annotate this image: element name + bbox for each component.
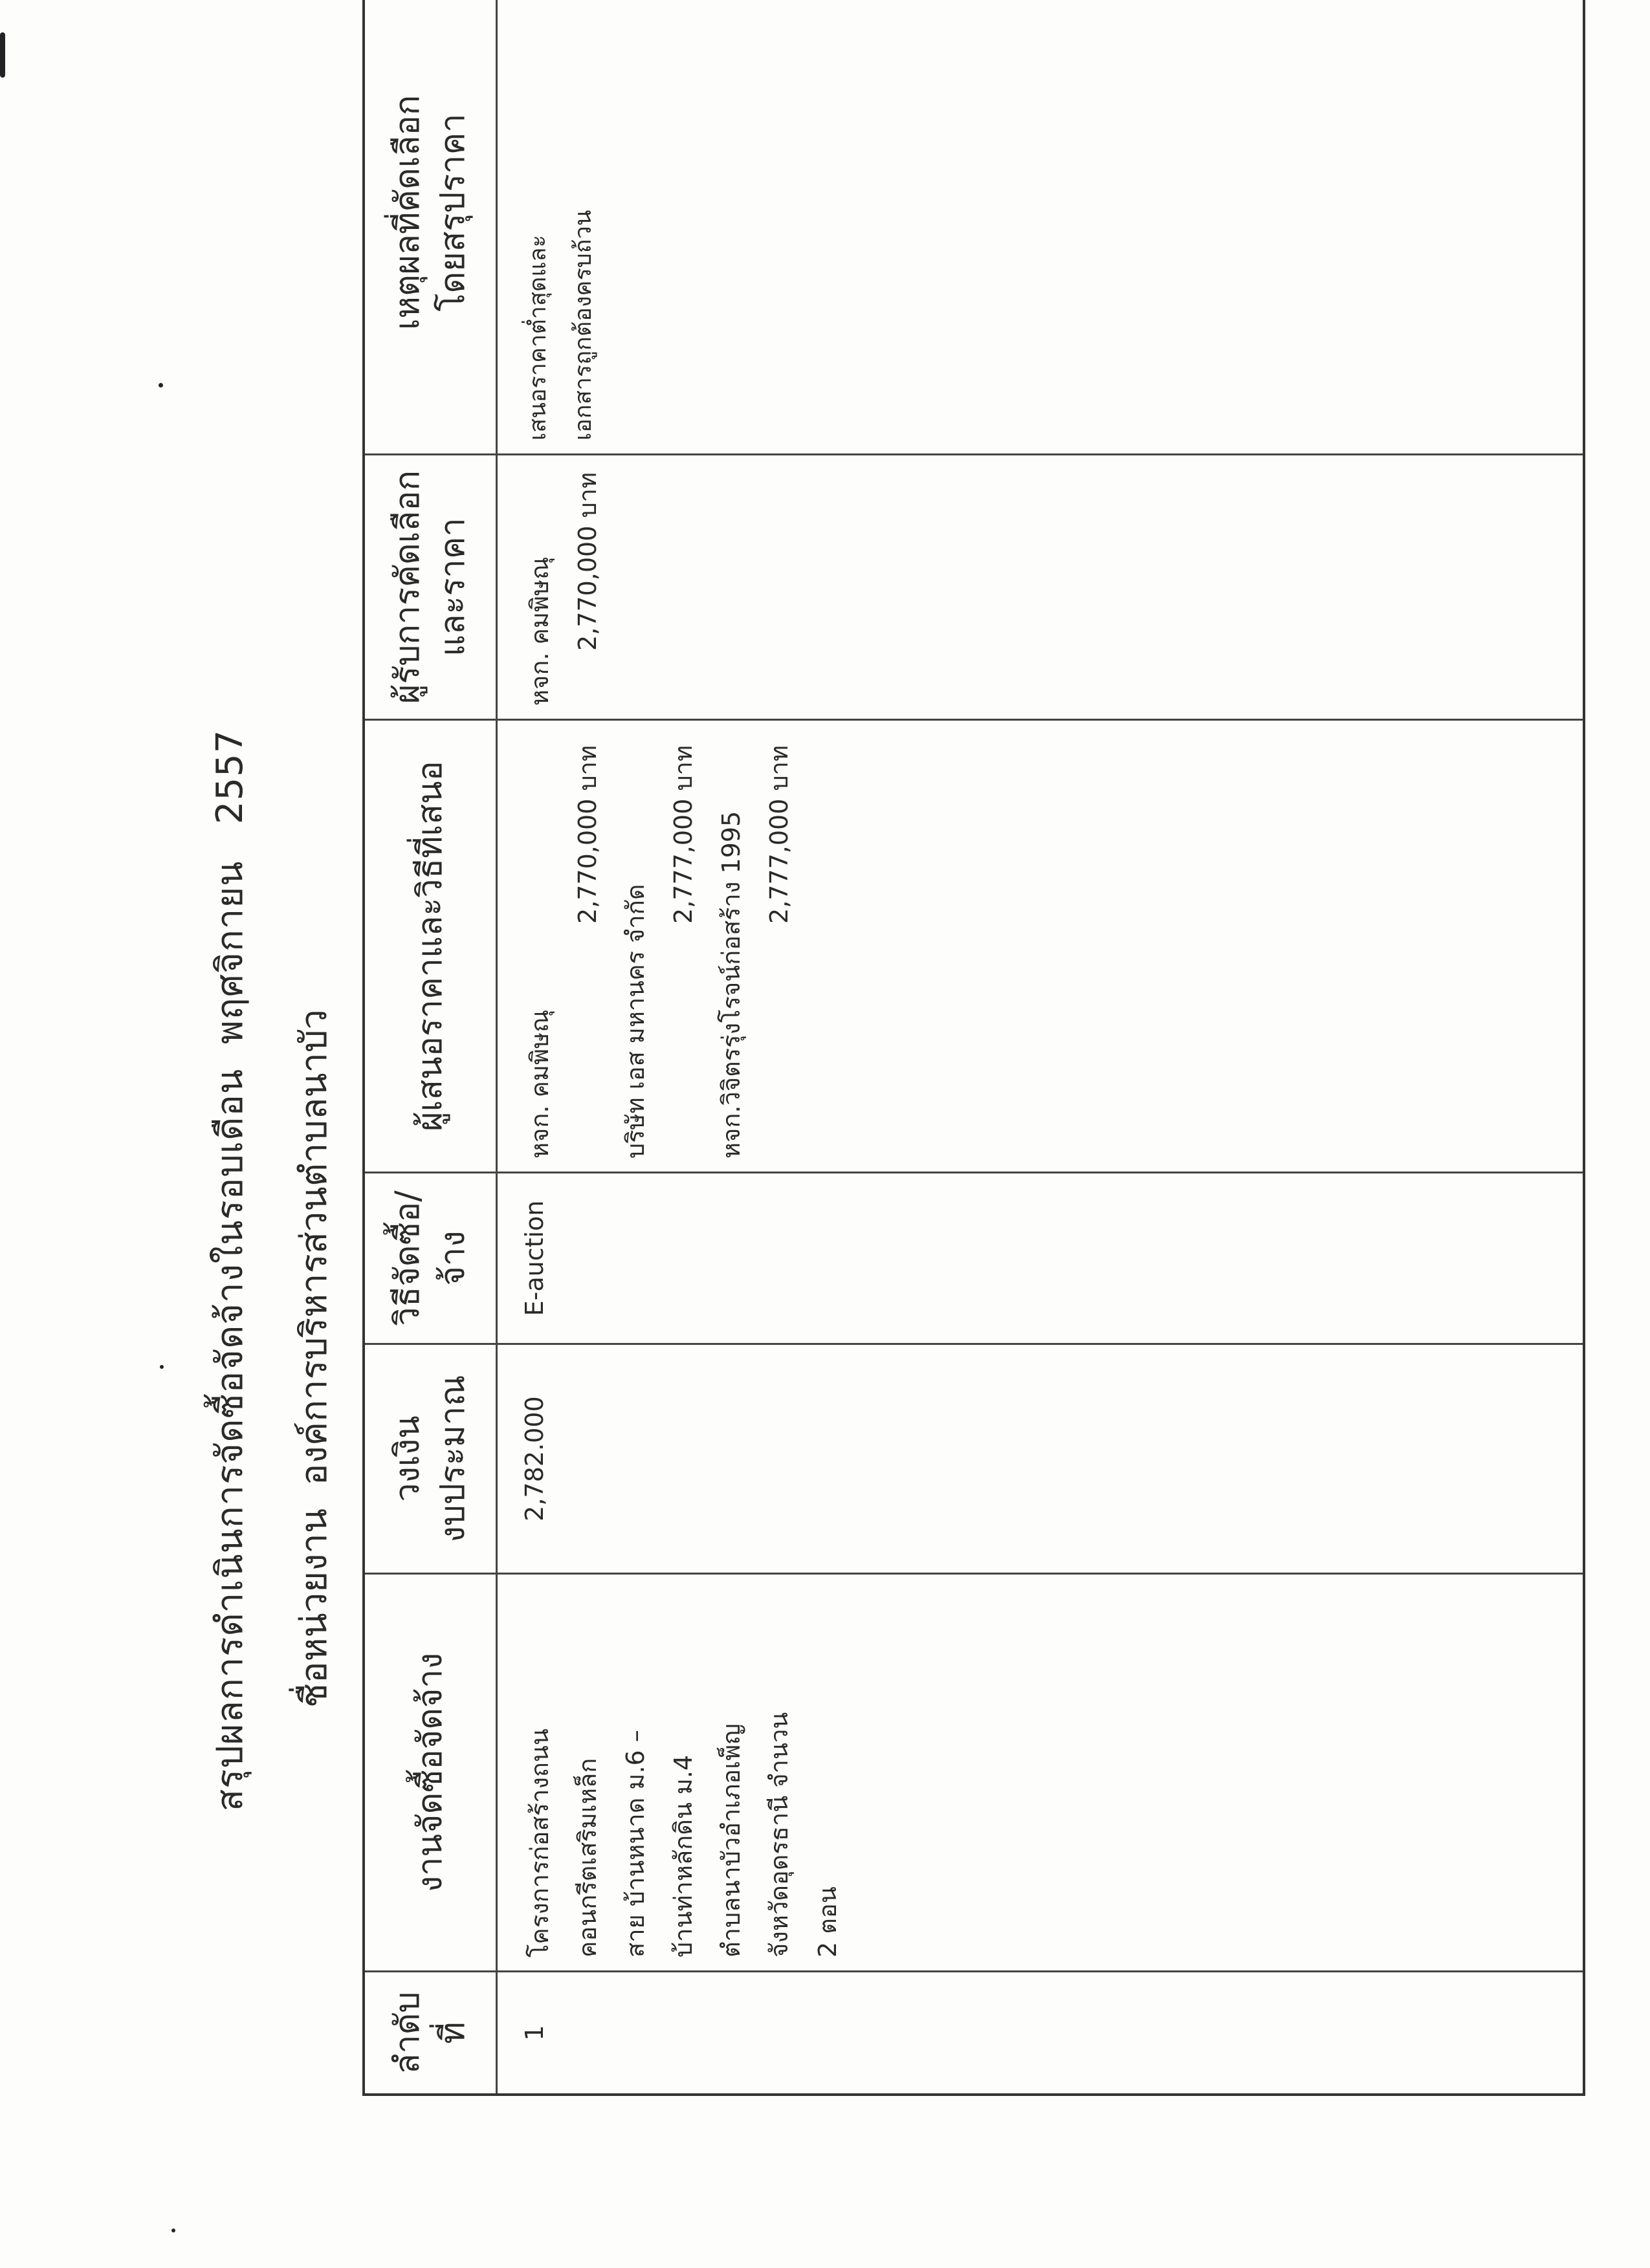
header-bidders — [365, 719, 498, 1172]
method-value: E-auction — [520, 1200, 549, 1316]
scan-speck — [0, 32, 5, 78]
procurement-table — [362, 0, 1585, 2096]
row-project — [498, 1573, 1583, 1970]
row-reason — [498, 0, 1583, 453]
header-budget-line2: งบประมาณ — [434, 1375, 472, 1543]
project-line: 2 ตอน — [813, 1886, 842, 1957]
agency-name: ชื่อหน่วยงาน องค์การบริหารส่วนตำบลนาบัว — [293, 1009, 335, 1708]
row-bidders — [498, 719, 1583, 1172]
header-method — [365, 1172, 498, 1343]
winner-price: 2,770,000 บาท — [573, 472, 602, 651]
reason-line: เสนอราคาต่ำสุดและ — [525, 235, 551, 441]
row-number: 1 — [520, 2025, 549, 2041]
header-bidders-line1: ผู้เสนอราคาและวิธีที่เสนอ — [410, 761, 450, 1131]
header-project — [365, 1573, 498, 1970]
row-no — [498, 1970, 1583, 2093]
header-winner-line1: ผู้รับการคัดเลือก — [388, 470, 427, 704]
header-method-line2: จ้าง — [434, 1230, 472, 1286]
header-budget — [365, 1343, 498, 1573]
document-page — [142, 0, 1631, 2096]
row-winner — [498, 453, 1583, 719]
project-line: ตำบลนาบัวอำเภอเพ็ญ — [717, 1723, 746, 1957]
project-line: คอนกรีตเสริมเหล็ก — [573, 1758, 602, 1957]
bidder-name: หจก. คมพิษณุ — [525, 1009, 554, 1159]
bidder-price: 2,777,000 บาท — [669, 745, 698, 924]
document-title: สรุปผลการดำเนินการจัดซื้อจัดจ้างในรอบเดือน พฤศจิกายน 2557 — [209, 729, 251, 1811]
header-no — [365, 1970, 498, 2093]
header-reason-line1: เหตุผลที่คัดเลือก — [388, 94, 427, 331]
budget-value: 2,782.000 — [520, 1396, 549, 1521]
project-line: สาย บ้านหนาด ม.6 – — [621, 1730, 650, 1957]
header-reason — [365, 0, 498, 453]
header-winner-line2: และราคา — [434, 518, 472, 657]
header-budget-line1: วงเงิน — [388, 1415, 427, 1502]
document-header — [142, 0, 375, 2096]
project-line: บ้านท่าหลักดิน ม.4 — [669, 1754, 698, 1957]
winner-name: หจก. คมพิษณุ — [525, 556, 554, 706]
bidder-name: หจก.วิจิตรรุ่งโรจน์ก่อสร้าง 1995 — [717, 811, 746, 1159]
scan-speck — [171, 2229, 175, 2232]
project-line: โครงการก่อสร้างถนน — [525, 1728, 554, 1957]
bidder-name: บริษัท เอส มหานคร จำกัด — [621, 884, 650, 1159]
project-line: จังหวัดอุดรธานี จำนวน — [765, 1712, 794, 1957]
header-reason-line2: โดยสรุปราคา — [434, 113, 472, 312]
header-project-line1: งานจัดซื้อจัดจ้าง — [410, 1652, 450, 1893]
reason-line: เอกสารถูกต้องครบถ้วน — [570, 210, 597, 441]
bidder-price: 2,770,000 บาท — [573, 745, 602, 924]
row-method — [498, 1172, 1583, 1343]
header-winner — [365, 453, 498, 719]
header-no-line2: ที่ — [434, 2022, 472, 2044]
bidder-price: 2,777,000 บาท — [765, 745, 794, 924]
row-budget — [498, 1343, 1583, 1573]
header-method-line1: วิธีจัดซื้อ/ — [388, 1190, 427, 1326]
header-no-line1: ลำดับ — [388, 1991, 427, 2075]
